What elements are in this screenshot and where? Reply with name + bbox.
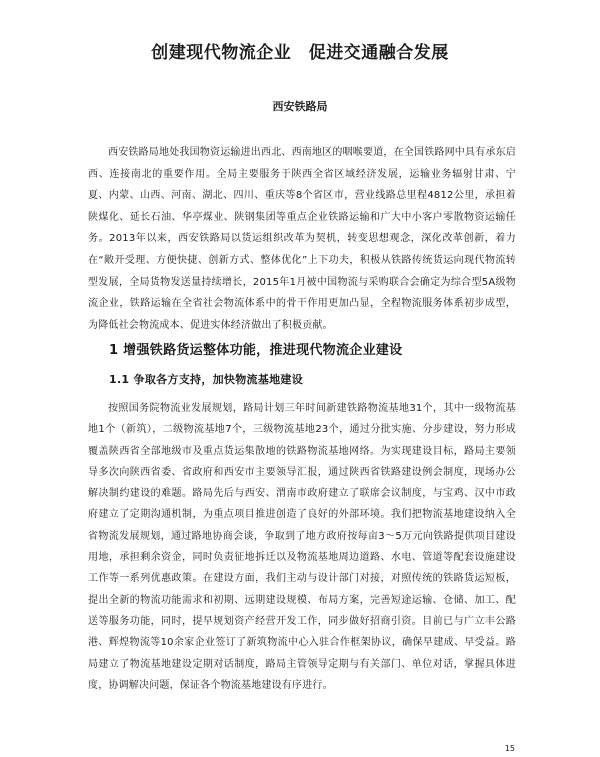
body-paragraph: 按照国务院物流业发展规划，路局计划三年时间新建铁路物流基地31个，其中一级物流基地1个（新筑），二级物流基地7个，三级物流基地23个，通过分批实施、分步建设，努力形成覆盖陕西省全部地级市及重点货运集散地的铁路物流基地网络。为实现建设目标，路局主要领导多次向陕西省委、省政府和西安市主要领导汇报，通过陕西省铁路建设例会制度，现场办公解决制约建设的难题。路局先后与西安、渭南市政府建立了联席会议制度，与宝鸡、汉中市政府建立了定期沟通机制，为重点项目推进创造了良好的外部环境。我们把物流基地建设纳入全省物流发展规划，通过路地协商会谈，争取到了地方政府按每亩3～5万元向铁路提供项目建设用地，承担剩余资金，同时负责征地拆迁以及物流基地周边道路、水电、管道等配套设施建设工作等一系列优惠政策。在建设方面，我们主动与设计部门对接，对照传统的铁路货运短板，提出全新的物流功能需求和初期、远期建设规模、布局方案，完善短途运输、仓储、加工、配送等服务功能，同时，提早规划资产经营开发工作，同步做好招商引资。目前已与广立丰公路港、辉煌物流等10余家企业签订了新筑物流中心入驻合作框架协议，确保早建成、早受益。路局建立了物流基地建设定期对话制度，路局主管领导定期与有关部门、单位对话，掌握具体进度，协调解决问题，保证各个物流基地建设有序进行。 <box>88 403 516 691</box>
subsection-heading: 1.1 争取各方支持，加快物流基地建设 <box>109 373 304 386</box>
page-title: 创建现代物流企业 促进交通融合发展 <box>151 43 449 63</box>
page-number: 15 <box>504 744 515 753</box>
intro-paragraph: 西安铁路局地处我国物资运输进出西北、西南地区的咽喉要道，在全国铁路网中具有承东启西、连接南北的重要作用。全局主要服务于陕西全省区域经济发展，运输业务辐射甘肃、宁夏、内蒙、山西、河南、湖北、四川、重庆等8个省区市，营业线路总里程4812公里，承担着陕煤化、延长石油、华亭煤业、陕钢集团等重点企业铁路运输和广大中小客户零散物资运输任务。2013年以来，西安铁路局以货运组织改革为契机，转变思想观念，深化改革创新，着力在“敞开受理、方便快捷、创新方式、整体优化”上下功夫，积极从铁路传统货运向现代物流转型发展，全局货物发送量持续增长，2015年1月被中国物流与采购联合会确定为综合型5A级物流企业，铁路运输在全省社会物流体系中的骨干作用更加凸显，全程物流服务体系初步成型，为降低社会物流成本、促进实体经济做出了积极贡献。 <box>88 147 516 331</box>
section-heading: 1 增强铁路货运整体功能，推进现代物流企业建设 <box>109 343 403 358</box>
author-line: 西安铁路局 <box>272 100 328 113</box>
